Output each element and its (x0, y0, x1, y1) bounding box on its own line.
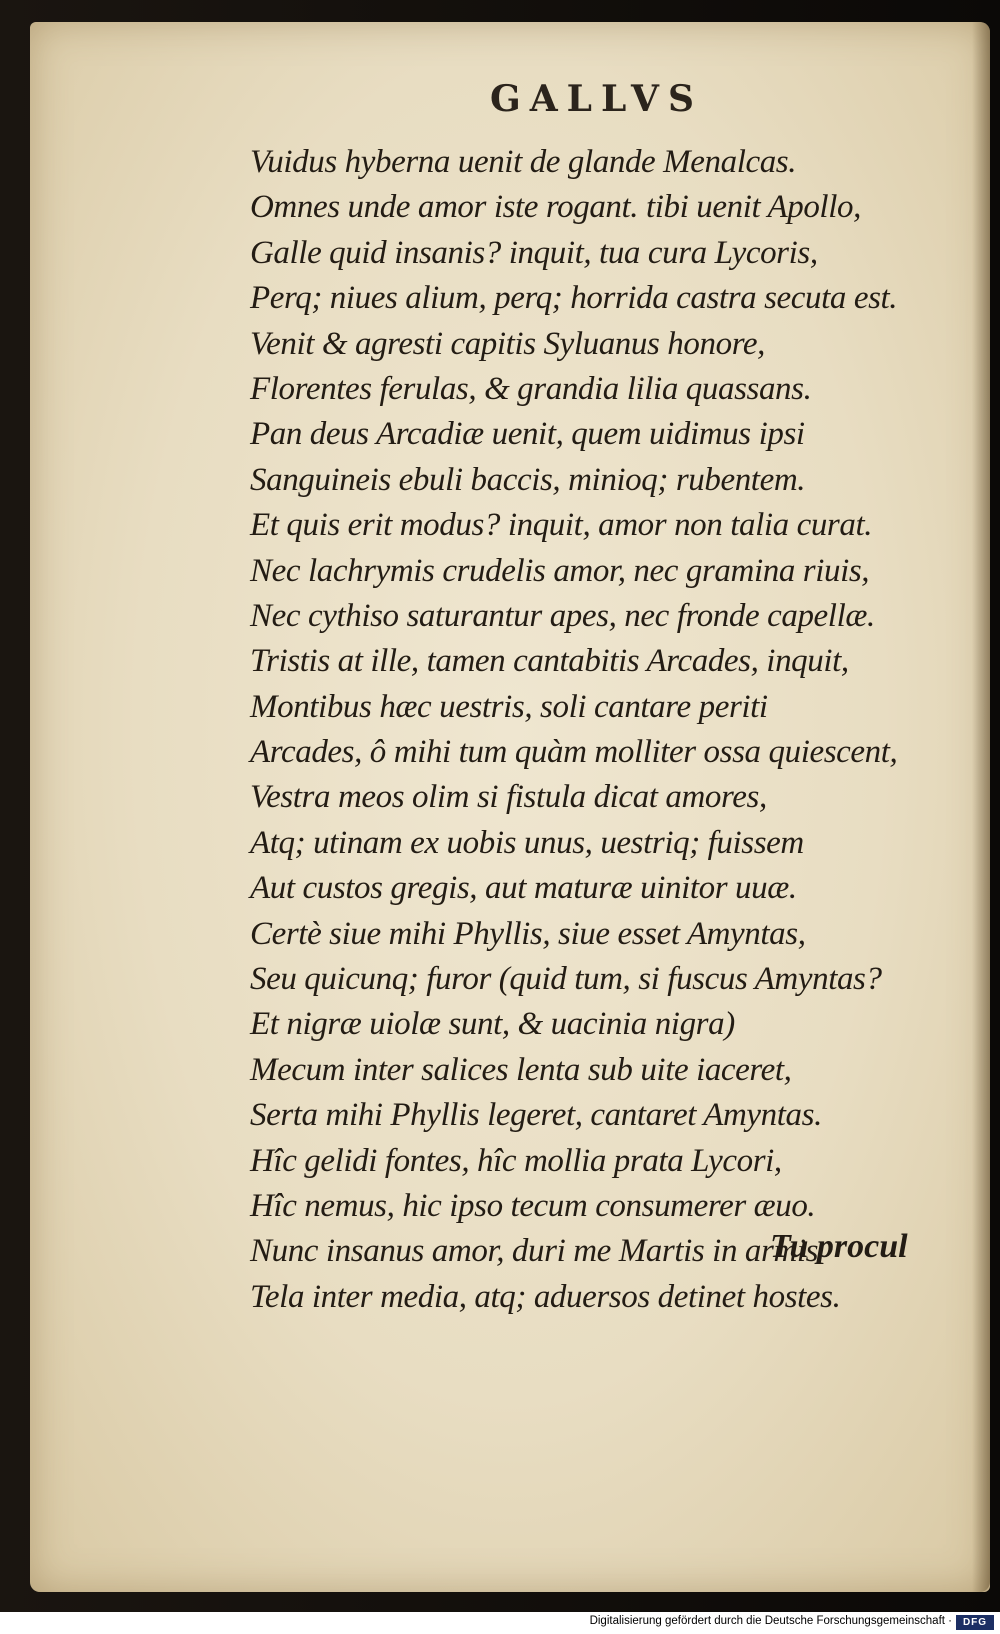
footer-credit: Digitalisierung gefördert durch die Deutsche Forschungsgemeinschaft · (589, 1615, 952, 1627)
verse-line: Hîc gelidi fontes, hîc mollia prata Lycori, (250, 1142, 782, 1179)
verse-line: Certè siue mihi Phyllis, siue esset Amyntas, (250, 915, 806, 952)
verse-line: Aut custos gregis, aut maturæ uinitor uuæ. (250, 870, 797, 907)
verse-line: Perq; niues alium, perq; horrida castra secuta est. (250, 280, 898, 317)
verse-line: Seu quicunq; furor (quid tum, si fuscus Amyntas? (250, 961, 882, 998)
dfg-logo: DFG (956, 1615, 994, 1630)
verse-line: Atq; utinam ex uobis unus, uestriq; fuissem (250, 824, 804, 861)
verse-line: Montibus hæc uestris, soli cantare periti (250, 688, 768, 725)
verse-line: Galle quid insanis? inquit, tua cura Lycoris, (250, 234, 818, 271)
verse-line: Florentes ferulas, & grandia lilia quassans. (250, 370, 812, 407)
verse-line: Venit & agresti capitis Syluanus honore, (250, 325, 766, 362)
verse-line: Et nigræ uiolæ sunt, & uacinia nigra) (250, 1006, 735, 1043)
verse-line: Omnes unde amor iste rogant. tibi uenit Apollo, (250, 189, 861, 226)
verse-line: Nec cythiso saturantur apes, nec fronde capellæ. (250, 597, 875, 634)
footer-bar (0, 1612, 1000, 1634)
verse-line: Et quis erit modus? inquit, amor non talia curat. (250, 507, 873, 544)
verse-line: Sanguineis ebuli baccis, minioq; rubentem. (250, 461, 806, 498)
verse-line: Vuidus hyberna uenit de glande Menalcas. (250, 144, 797, 180)
catchword: Tu procul (770, 1228, 908, 1265)
verse-line: Tristis at ille, tamen cantabitis Arcades, inquit, (250, 643, 849, 680)
verse-line: Vestra meos olim si fistula dicat amores, (250, 779, 767, 816)
verse-line: Tela inter media, atq; aduersos detinet hostes. (250, 1278, 841, 1315)
verse-block (250, 140, 910, 1320)
running-head: GALLVS (490, 78, 703, 120)
verse-line: Mecum inter salices lenta sub uite iaceret, (250, 1051, 792, 1088)
verse-line: Hîc nemus, hic ipso tecum consumerer æuo. (250, 1187, 816, 1224)
verse-line: Serta mihi Phyllis legeret, cantaret Amyntas. (250, 1097, 822, 1134)
verse-line: Nunc insanus amor, duri me Martis in armis (250, 1233, 819, 1270)
page-edge-shadow (972, 22, 990, 1592)
verse-line: Arcades, ô mihi tum quàm molliter ossa quiescent, (250, 734, 898, 771)
verse-line: Nec lachrymis crudelis amor, nec gramina riuis, (250, 552, 870, 589)
verse-line: Pan deus Arcadiæ uenit, quem uidimus ipsi (250, 416, 805, 453)
